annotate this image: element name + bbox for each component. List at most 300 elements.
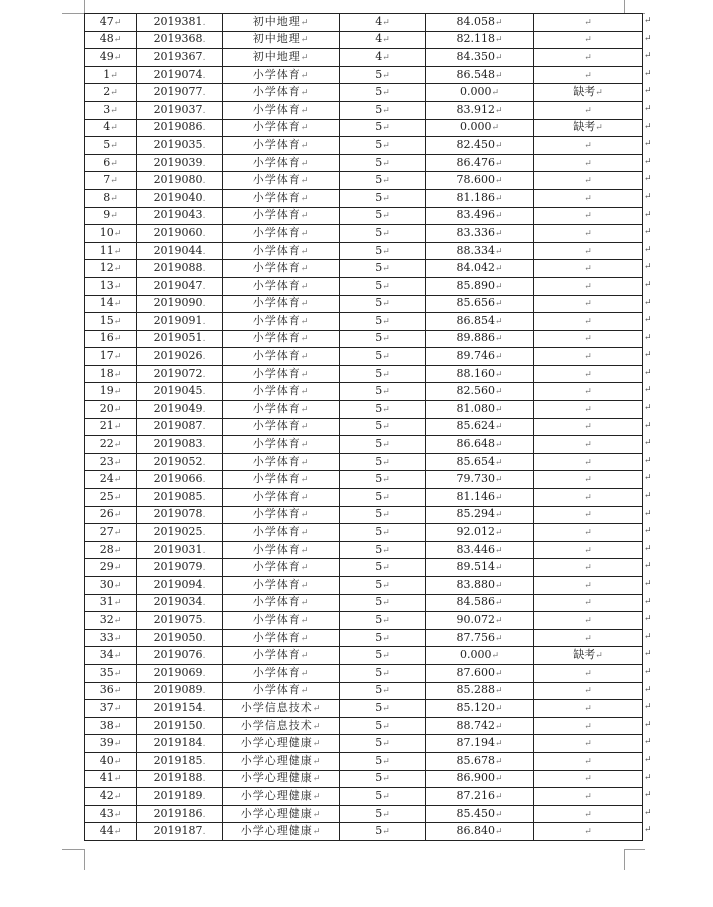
cell-text: 2019090: [153, 296, 203, 310]
cell-end-mark: ↵: [382, 334, 390, 345]
id-cell: [137, 225, 223, 243]
cell-end-mark: ↵: [382, 17, 390, 28]
cell-text: 81.186: [456, 190, 495, 204]
cell-end-mark: ↵: [584, 510, 592, 521]
cell-text: 2019086: [153, 120, 203, 134]
cell-end-mark: ↵: [494, 475, 503, 486]
punctuation-mark: .: [202, 158, 206, 169]
cell-end-mark: ↵: [494, 70, 503, 81]
punctuation-mark: .: [202, 246, 206, 257]
punctuation-mark: .: [202, 545, 206, 556]
cell-end-mark: ↵: [382, 211, 390, 222]
cell-text: 2019087: [153, 419, 203, 433]
cell-text: 2019050: [153, 630, 203, 644]
remark-cell: [534, 594, 643, 612]
cell-end-mark: ↵: [584, 246, 592, 257]
row-end-mark: ↵: [644, 297, 652, 308]
cell-end-mark: ↵: [300, 580, 310, 591]
subject-cell: [223, 49, 340, 67]
seq-cell: [85, 506, 137, 524]
cell-text: 89.746: [456, 349, 495, 363]
subject-cell: [223, 260, 340, 278]
cell-end-mark: ↵: [300, 281, 310, 292]
cell-end-mark: ↵: [584, 352, 592, 363]
cell-text: 小学体育: [252, 208, 301, 222]
seq-cell: [85, 559, 137, 577]
subject-cell: [223, 788, 340, 806]
group-cell: [340, 137, 426, 155]
seq-cell: [85, 436, 137, 454]
cell-end-mark: ↵: [494, 158, 503, 169]
remark-cell: [534, 154, 643, 172]
score-cell: [426, 823, 534, 841]
cell-text: 84.350: [456, 49, 495, 63]
score-cell: [426, 31, 534, 49]
cell-text: 33: [99, 630, 114, 644]
id-cell: [137, 401, 223, 419]
cell-end-mark: ↵: [584, 228, 592, 239]
cell-text: 5: [375, 824, 383, 838]
group-cell: [340, 594, 426, 612]
cell-end-mark: ↵: [494, 545, 503, 556]
score-cell: [426, 682, 534, 700]
subject-cell: [223, 453, 340, 471]
cell-end-mark: ↵: [300, 140, 310, 151]
cell-end-mark: ↵: [300, 211, 310, 222]
cell-end-mark: ↵: [494, 756, 503, 767]
cell-text: 14: [99, 296, 114, 310]
cell-text: 2019045: [153, 384, 203, 398]
cell-text: 5: [375, 366, 383, 380]
cell-text: 小学体育: [252, 243, 301, 257]
punctuation-mark: .: [202, 651, 206, 662]
score-cell: [426, 225, 534, 243]
cell-text: 小学体育: [252, 454, 301, 468]
cell-text: 5: [375, 788, 383, 802]
group-cell: [340, 682, 426, 700]
cell-text: 2019186: [153, 806, 203, 820]
group-cell: [340, 66, 426, 84]
score-cell: [426, 330, 534, 348]
table-row: [85, 682, 643, 700]
id-cell: [137, 313, 223, 331]
cell-end-mark: ↵: [584, 264, 592, 275]
cell-text: 小学体育: [252, 190, 301, 204]
score-cell: [426, 154, 534, 172]
cell-text: 2019037: [153, 102, 203, 116]
cell-text: 5: [375, 384, 383, 398]
cell-end-mark: ↵: [312, 791, 322, 802]
cell-text: 小学信息技术: [240, 718, 313, 732]
seq-cell: [85, 664, 137, 682]
cell-end-mark: ↵: [382, 615, 390, 626]
cell-end-mark: ↵: [584, 70, 592, 81]
cell-end-mark: ↵: [300, 686, 310, 697]
punctuation-mark: .: [202, 668, 206, 679]
id-cell: [137, 348, 223, 366]
cell-end-mark: ↵: [382, 176, 390, 187]
seq-cell: [85, 647, 137, 665]
cell-text: 88.334: [456, 243, 495, 257]
cell-end-mark: ↵: [382, 35, 390, 46]
punctuation-mark: .: [202, 633, 206, 644]
cell-end-mark: ↵: [113, 686, 122, 697]
cell-text: 2019367: [153, 49, 203, 63]
row-end-mark: ↵: [644, 315, 652, 326]
cell-end-mark: ↵: [110, 211, 118, 222]
cell-text: 小学心理健康: [240, 824, 313, 838]
score-cell: [426, 612, 534, 630]
table-row: [85, 260, 643, 278]
seq-cell: [85, 189, 137, 207]
cell-end-mark: ↵: [113, 598, 122, 609]
crop-mark-bottom-right: [624, 849, 645, 870]
cell-text: 2019043: [153, 208, 203, 222]
cell-text: 89.514: [456, 560, 495, 574]
table-row: [85, 524, 643, 542]
score-cell: [426, 348, 534, 366]
cell-text: 小学体育: [252, 366, 301, 380]
cell-end-mark: ↵: [113, 668, 122, 679]
seq-cell: [85, 207, 137, 225]
id-cell: [137, 559, 223, 577]
row-end-mark: ↵: [644, 596, 652, 607]
cell-text: 15: [99, 313, 114, 327]
cell-text: 缺考: [573, 85, 596, 99]
score-cell: [426, 313, 534, 331]
cell-text: 2019060: [153, 225, 203, 239]
seq-cell: [85, 14, 137, 32]
cell-end-mark: ↵: [300, 457, 310, 468]
cell-text: 38: [99, 718, 114, 732]
subject-cell: [223, 137, 340, 155]
cell-text: 2: [103, 85, 111, 99]
table-row: [85, 735, 643, 753]
row-end-mark: ↵: [644, 420, 652, 431]
cell-end-mark: ↵: [494, 193, 503, 204]
group-cell: [340, 49, 426, 67]
id-cell: [137, 489, 223, 507]
cell-end-mark: ↵: [110, 70, 118, 81]
remark-cell: [534, 805, 643, 823]
table-row: [85, 629, 643, 647]
remark-cell: [534, 453, 643, 471]
cell-text: 小学信息技术: [240, 700, 313, 714]
cell-end-mark: ↵: [382, 246, 390, 257]
cell-text: 81.146: [456, 489, 495, 503]
cell-end-mark: ↵: [584, 668, 592, 679]
cell-end-mark: ↵: [113, 440, 122, 451]
remark-cell: [534, 700, 643, 718]
row-end-mark: ↵: [644, 561, 652, 572]
group-cell: [340, 735, 426, 753]
cell-end-mark: ↵: [382, 457, 390, 468]
row-end-mark: ↵: [644, 367, 652, 378]
row-end-mark: ↵: [644, 350, 652, 361]
cell-end-mark: ↵: [113, 774, 122, 785]
punctuation-mark: .: [202, 774, 206, 785]
group-cell: [340, 313, 426, 331]
cell-end-mark: ↵: [113, 422, 122, 433]
cell-end-mark: ↵: [382, 140, 390, 151]
id-cell: [137, 453, 223, 471]
remark-cell: [534, 506, 643, 524]
id-cell: [137, 577, 223, 595]
seq-cell: [85, 471, 137, 489]
cell-text: 2019052: [153, 454, 203, 468]
id-cell: [137, 365, 223, 383]
table-row: [85, 647, 643, 665]
cell-text: 36: [99, 683, 114, 697]
subject-cell: [223, 277, 340, 295]
punctuation-mark: .: [202, 52, 206, 63]
cell-text: 5: [375, 190, 383, 204]
cell-text: 78.600: [456, 173, 495, 187]
remark-cell: [534, 752, 643, 770]
cell-end-mark: ↵: [382, 721, 390, 732]
punctuation-mark: .: [202, 176, 206, 187]
subject-cell: [223, 225, 340, 243]
subject-cell: [223, 101, 340, 119]
cell-end-mark: ↵: [584, 281, 592, 292]
score-cell: [426, 805, 534, 823]
remark-cell: [534, 365, 643, 383]
cell-text: 86.900: [456, 771, 495, 785]
cell-text: 2019080: [153, 173, 203, 187]
punctuation-mark: .: [202, 299, 206, 310]
group-cell: [340, 453, 426, 471]
cell-end-mark: ↵: [113, 475, 122, 486]
cell-text: 2019074: [153, 67, 203, 81]
remark-cell: [534, 524, 643, 542]
score-cell: [426, 752, 534, 770]
id-cell: [137, 137, 223, 155]
id-cell: [137, 207, 223, 225]
punctuation-mark: .: [202, 809, 206, 820]
cell-end-mark: ↵: [584, 369, 592, 380]
cell-text: 2019040: [153, 190, 203, 204]
group-cell: [340, 770, 426, 788]
cell-end-mark: ↵: [494, 264, 503, 275]
group-cell: [340, 664, 426, 682]
row-end-mark: ↵: [644, 508, 652, 519]
seq-cell: [85, 225, 137, 243]
cell-end-mark: ↵: [494, 299, 503, 310]
cell-end-mark: ↵: [312, 721, 322, 732]
id-cell: [137, 31, 223, 49]
cell-end-mark: ↵: [584, 739, 592, 750]
table-row: [85, 383, 643, 401]
group-cell: [340, 101, 426, 119]
subject-cell: [223, 84, 340, 102]
id-cell: [137, 436, 223, 454]
cell-end-mark: ↵: [382, 387, 390, 398]
cell-text: 85.890: [456, 278, 495, 292]
cell-text: 5: [375, 296, 383, 310]
punctuation-mark: .: [202, 352, 206, 363]
remark-cell: [534, 770, 643, 788]
cell-text: 28: [99, 542, 114, 556]
cell-text: 5: [375, 577, 383, 591]
row-end-mark: ↵: [644, 684, 652, 695]
table-row: [85, 154, 643, 172]
table-row: [85, 172, 643, 190]
row-end-mark: ↵: [644, 16, 652, 26]
id-cell: [137, 383, 223, 401]
score-cell: [426, 629, 534, 647]
remark-cell: [534, 383, 643, 401]
cell-text: 5: [375, 331, 383, 345]
subject-cell: [223, 541, 340, 559]
remark-cell: [534, 471, 643, 489]
remark-cell: [534, 137, 643, 155]
seq-cell: [85, 277, 137, 295]
cell-end-mark: ↵: [584, 633, 592, 644]
remark-cell: [534, 189, 643, 207]
cell-end-mark: ↵: [382, 633, 390, 644]
subject-cell: [223, 348, 340, 366]
remark-cell: [534, 788, 643, 806]
seq-cell: [85, 629, 137, 647]
subject-cell: [223, 418, 340, 436]
cell-end-mark: ↵: [494, 316, 503, 327]
subject-cell: [223, 664, 340, 682]
cell-text: 小学体育: [252, 225, 301, 239]
cell-text: 85.656: [456, 296, 495, 310]
score-cell: [426, 788, 534, 806]
cell-text: 2019381: [153, 14, 203, 28]
cell-end-mark: ↵: [584, 791, 592, 802]
subject-cell: [223, 189, 340, 207]
cell-text: 小学体育: [252, 155, 301, 169]
cell-text: 87.600: [456, 665, 495, 679]
cell-end-mark: ↵: [494, 369, 503, 380]
cell-end-mark: ↵: [584, 176, 592, 187]
row-end-mark: ↵: [644, 139, 652, 150]
seq-cell: [85, 489, 137, 507]
cell-text: 10: [99, 225, 114, 239]
cell-text: 25: [99, 489, 114, 503]
cell-end-mark: ↵: [300, 651, 310, 662]
cell-text: 5: [375, 173, 383, 187]
punctuation-mark: .: [202, 88, 206, 99]
cell-text: 5: [375, 137, 383, 151]
id-cell: [137, 189, 223, 207]
seq-cell: [85, 295, 137, 313]
group-cell: [340, 788, 426, 806]
subject-cell: [223, 700, 340, 718]
cell-text: 2019188: [153, 771, 203, 785]
cell-text: 5: [375, 595, 383, 609]
seq-cell: [85, 788, 137, 806]
cell-end-mark: ↵: [494, 105, 503, 116]
cell-end-mark: ↵: [494, 35, 503, 46]
cell-end-mark: ↵: [494, 633, 503, 644]
score-cell: [426, 436, 534, 454]
table-row: [85, 700, 643, 718]
cell-end-mark: ↵: [494, 598, 503, 609]
cell-text: 19: [99, 384, 114, 398]
score-cell: [426, 524, 534, 542]
cell-text: 小学体育: [252, 665, 301, 679]
subject-cell: [223, 242, 340, 260]
id-cell: [137, 541, 223, 559]
cell-end-mark: ↵: [113, 228, 122, 239]
cell-end-mark: ↵: [300, 52, 310, 63]
group-cell: [340, 207, 426, 225]
seq-cell: [85, 541, 137, 559]
cell-end-mark: ↵: [584, 105, 592, 116]
cell-text: 43: [99, 806, 114, 820]
cell-end-mark: ↵: [300, 598, 310, 609]
row-end-mark: ↵: [644, 631, 652, 642]
cell-text: 85.294: [456, 507, 495, 521]
subject-cell: [223, 770, 340, 788]
cell-text: 83.446: [456, 542, 495, 556]
cell-end-mark: ↵: [382, 475, 390, 486]
cell-text: 2019025: [153, 525, 203, 539]
remark-cell: [534, 119, 643, 137]
cell-end-mark: ↵: [382, 563, 390, 574]
cell-end-mark: ↵: [584, 827, 592, 838]
table-row: [85, 612, 643, 630]
remark-cell: [534, 664, 643, 682]
cell-end-mark: ↵: [300, 105, 310, 116]
punctuation-mark: .: [202, 492, 206, 503]
id-cell: [137, 242, 223, 260]
group-cell: [340, 524, 426, 542]
seq-cell: [85, 154, 137, 172]
punctuation-mark: .: [202, 422, 206, 433]
id-cell: [137, 471, 223, 489]
subject-cell: [223, 31, 340, 49]
cell-end-mark: ↵: [382, 299, 390, 310]
row-end-mark: ↵: [644, 491, 652, 502]
cell-text: 小学体育: [252, 630, 301, 644]
id-cell: [137, 682, 223, 700]
cell-text: 82.450: [456, 137, 495, 151]
seq-cell: [85, 119, 137, 137]
id-cell: [137, 700, 223, 718]
cell-end-mark: ↵: [494, 334, 503, 345]
group-cell: [340, 752, 426, 770]
row-end-mark: ↵: [644, 279, 652, 290]
cell-end-mark: ↵: [300, 17, 310, 28]
cell-text: 5: [375, 208, 383, 222]
id-cell: [137, 101, 223, 119]
subject-cell: [223, 823, 340, 841]
cell-text: 84.586: [456, 595, 495, 609]
cell-end-mark: ↵: [382, 422, 390, 433]
cell-text: 缺考: [573, 120, 596, 134]
cell-text: 89.886: [456, 331, 495, 345]
cell-end-mark: ↵: [113, 457, 122, 468]
cell-end-mark: ↵: [584, 580, 592, 591]
punctuation-mark: .: [202, 440, 206, 451]
cell-end-mark: ↵: [110, 176, 118, 187]
remark-cell: [534, 559, 643, 577]
table-row: [85, 401, 643, 419]
row-end-mark: ↵: [644, 403, 652, 414]
cell-text: 9: [103, 208, 111, 222]
cell-text: 小学体育: [252, 102, 301, 116]
cell-end-mark: ↵: [491, 123, 500, 134]
cell-text: 2019088: [153, 261, 203, 275]
cell-end-mark: ↵: [300, 176, 310, 187]
cell-text: 84.058: [456, 14, 495, 28]
cell-end-mark: ↵: [494, 140, 503, 151]
remark-cell: [534, 242, 643, 260]
